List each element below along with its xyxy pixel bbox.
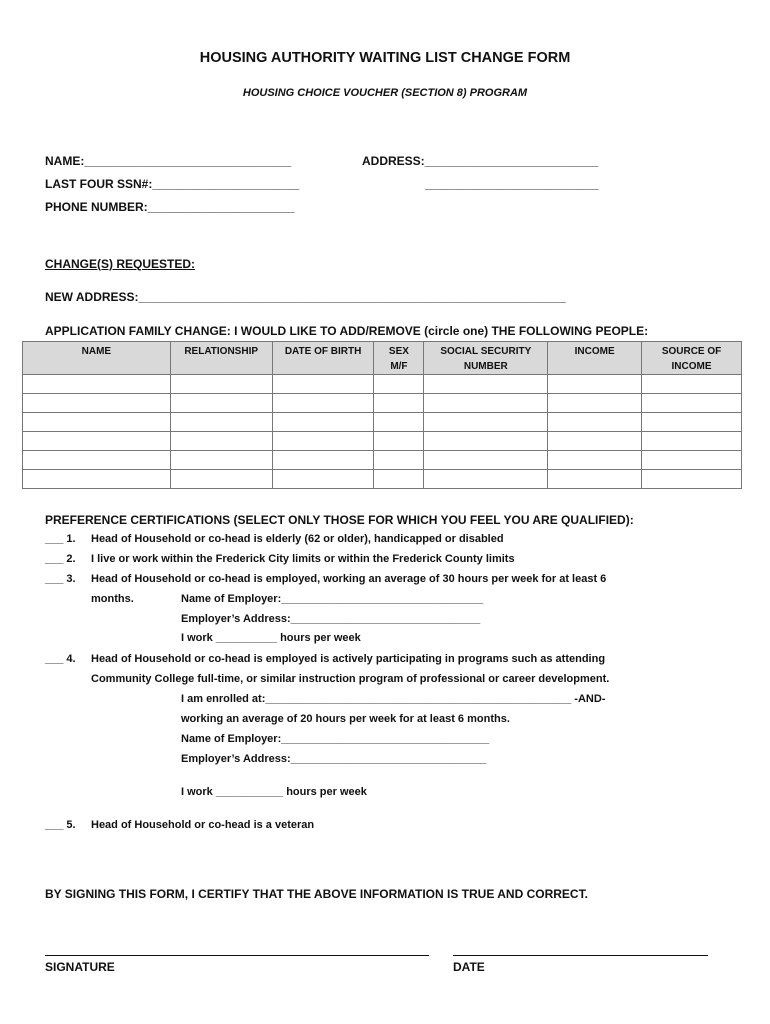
col-sex: SEX M/F	[374, 342, 424, 375]
address-field-label[interactable]: ADDRESS:__________________________	[362, 154, 599, 168]
table-cell[interactable]	[23, 375, 171, 394]
table-cell[interactable]	[23, 394, 171, 413]
col-date-of-birth: DATE OF BIRTH	[272, 342, 374, 375]
table-cell[interactable]	[374, 451, 424, 470]
col-source-of-income: SOURCE OF INCOME	[642, 342, 742, 375]
table-cell[interactable]	[170, 413, 272, 432]
form-title: HOUSING AUTHORITY WAITING LIST CHANGE FORM	[199, 50, 571, 66]
pref-5-checkbox[interactable]: ___ 5.	[45, 819, 76, 831]
pref-3-employer-address[interactable]: Employer’s Address:_______________________________	[181, 613, 481, 625]
preferences-heading: PREFERENCE CERTIFICATIONS (SELECT ONLY THOSE FOR WHICH YOU FEEL YOU ARE QUALIFIED):	[45, 513, 634, 527]
table-row	[23, 451, 742, 470]
table-cell[interactable]	[23, 432, 171, 451]
table-cell[interactable]	[424, 470, 548, 489]
table-cell[interactable]	[170, 470, 272, 489]
table-cell[interactable]	[170, 394, 272, 413]
table-cell[interactable]	[424, 394, 548, 413]
table-cell[interactable]	[170, 451, 272, 470]
table-cell[interactable]	[642, 413, 742, 432]
new-address-field[interactable]: NEW ADDRESS:________________________________________________________________	[45, 290, 566, 304]
col-relationship: RELATIONSHIP	[170, 342, 272, 375]
pref-4-text: Head of Household or co-head is employed is actively participating in programs such as attending	[91, 653, 606, 665]
table-row	[23, 470, 742, 489]
table-cell[interactable]	[424, 451, 548, 470]
date-label: DATE	[453, 960, 485, 974]
name-field-label[interactable]: NAME:_______________________________	[45, 154, 292, 168]
table-cell[interactable]	[23, 470, 171, 489]
ssn-field-label[interactable]: LAST FOUR SSN#:______________________	[45, 177, 300, 191]
pref-5-text: Head of Household or co-head is a veteran	[91, 819, 315, 831]
table-cell[interactable]	[424, 375, 548, 394]
table-cell[interactable]	[23, 451, 171, 470]
table-cell[interactable]	[374, 375, 424, 394]
table-cell[interactable]	[170, 375, 272, 394]
pref-1-text: Head of Household or co-head is elderly (62 or older), handicapped or disabled	[91, 533, 504, 545]
pref-4-employer-address[interactable]: Employer’s Address:________________________________	[181, 753, 487, 765]
pref-2-checkbox[interactable]: ___ 2.	[45, 553, 76, 565]
pref-3-employer-name[interactable]: Name of Employer:_________________________________	[181, 593, 484, 605]
col-name: NAME	[23, 342, 171, 375]
pref-4-text-cont: Community College full-time, or similar instruction program of professional or career development.	[91, 673, 610, 685]
table-cell[interactable]	[23, 413, 171, 432]
table-cell[interactable]	[374, 432, 424, 451]
table-cell[interactable]	[642, 375, 742, 394]
table-cell[interactable]	[272, 470, 374, 489]
table-cell[interactable]	[272, 413, 374, 432]
family-table	[22, 341, 742, 489]
pref-3-hours[interactable]: I work __________ hours per week	[181, 632, 361, 644]
table-cell[interactable]	[272, 451, 374, 470]
table-cell[interactable]	[548, 413, 642, 432]
table-cell[interactable]	[374, 413, 424, 432]
form-subtitle: HOUSING CHOICE VOUCHER (SECTION 8) PROGRAM	[242, 87, 528, 99]
col-income: INCOME	[548, 342, 642, 375]
pref-3-checkbox[interactable]: ___ 3.	[45, 573, 76, 585]
table-cell[interactable]	[642, 432, 742, 451]
table-cell[interactable]	[548, 470, 642, 489]
table-row	[23, 394, 742, 413]
certification-statement: BY SIGNING THIS FORM, I CERTIFY THAT THE ABOVE INFORMATION IS TRUE AND CORRECT.	[45, 887, 588, 901]
changes-heading: CHANGE(S) REQUESTED:	[45, 257, 196, 271]
pref-4-working: working an average of 20 hours per week for at least 6 months.	[181, 713, 510, 725]
table-row	[23, 413, 742, 432]
family-change-label: APPLICATION FAMILY CHANGE: I WOULD LIKE TO ADD/REMOVE (circle one) THE FOLLOWING PEOPLE:	[45, 324, 649, 338]
table-cell[interactable]	[548, 432, 642, 451]
table-row	[23, 432, 742, 451]
pref-3-text-cont: months.	[91, 593, 134, 605]
table-cell[interactable]	[642, 451, 742, 470]
table-cell[interactable]	[548, 394, 642, 413]
pref-4-enrolled[interactable]: I am enrolled at:__________________________________________________ -AND-	[181, 693, 606, 705]
phone-field-label[interactable]: PHONE NUMBER:______________________	[45, 200, 295, 214]
date-line[interactable]	[453, 955, 708, 956]
table-row	[23, 375, 742, 394]
pref-4-hours[interactable]: I work ___________ hours per week	[181, 786, 367, 798]
table-cell[interactable]	[374, 394, 424, 413]
table-cell[interactable]	[548, 375, 642, 394]
pref-2-text: I live or work within the Frederick City limits or within the Frederick County limits	[91, 553, 515, 565]
col-ssn: SOCIAL SECURITY NUMBER	[424, 342, 548, 375]
table-cell[interactable]	[548, 451, 642, 470]
table-cell[interactable]	[272, 375, 374, 394]
table-cell[interactable]	[642, 394, 742, 413]
signature-label: SIGNATURE	[45, 960, 115, 974]
pref-3-text: Head of Household or co-head is employed, working an average of 30 hours per week for at least 6	[91, 573, 607, 585]
pref-4-employer-name[interactable]: Name of Employer:__________________________________	[181, 733, 490, 745]
table-cell[interactable]	[170, 432, 272, 451]
table-cell[interactable]	[642, 470, 742, 489]
table-cell[interactable]	[272, 394, 374, 413]
table-cell[interactable]	[374, 470, 424, 489]
pref-4-checkbox[interactable]: ___ 4.	[45, 653, 76, 665]
table-cell[interactable]	[424, 432, 548, 451]
family-table-header	[23, 342, 742, 375]
table-cell[interactable]	[272, 432, 374, 451]
signature-line[interactable]	[45, 955, 429, 956]
pref-1-checkbox[interactable]: ___ 1.	[45, 533, 76, 545]
table-cell[interactable]	[424, 413, 548, 432]
address-line-2[interactable]: __________________________	[425, 177, 599, 191]
